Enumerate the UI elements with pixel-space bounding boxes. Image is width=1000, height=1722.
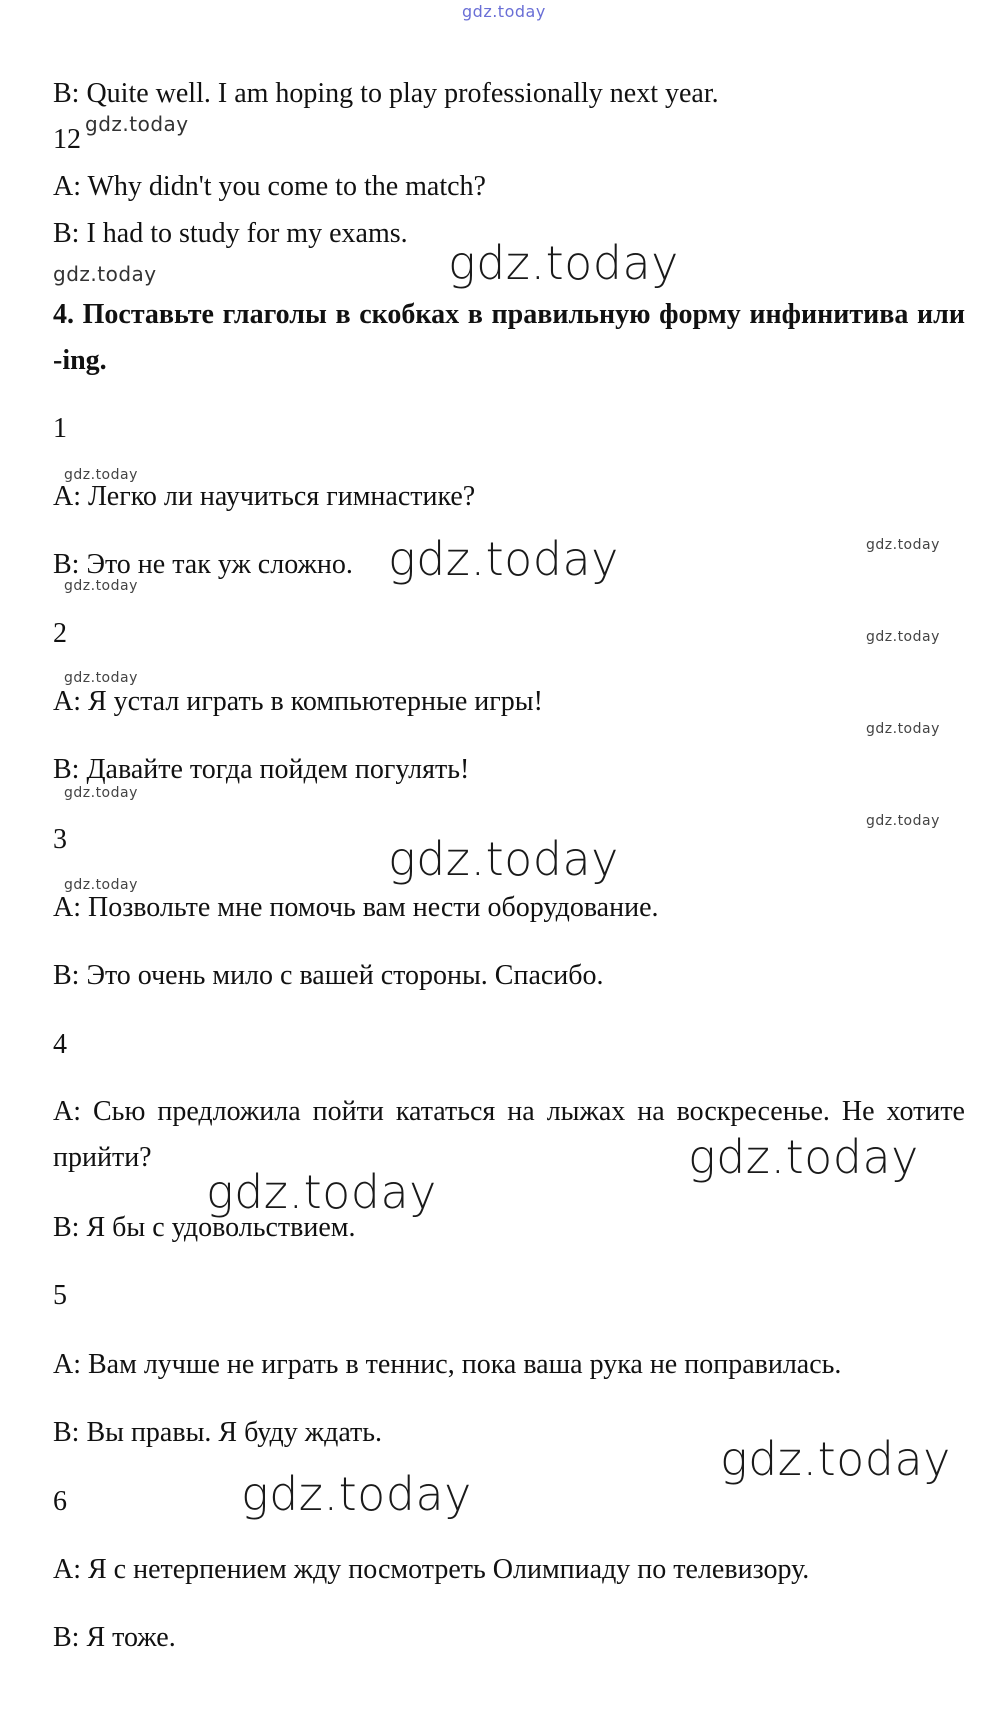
item-4-line-b: B: Я бы с удовольствием.: [53, 1212, 356, 1243]
item-1-line-b: B: Это не так уж сложно.: [53, 549, 353, 580]
line-b12: B: I had to study for my exams.: [53, 218, 408, 249]
item-number: 5: [53, 1280, 67, 1311]
line-b11: B: Quite well. I am hoping to play professionally next year.: [53, 78, 719, 109]
watermark: gdz.today: [688, 1130, 919, 1184]
watermark: gdz.today: [866, 813, 940, 829]
watermark: gdz.today: [64, 785, 138, 801]
watermark: gdz.today: [866, 721, 940, 737]
item-4-line-a: A: Сью предложила пойти кататься на лыжах на воскресенье. Не хотите прийти?: [53, 1096, 965, 1173]
task4-heading: 4. Поставьте глаголы в скобках в правильную форму инфинитива или -ing.: [53, 299, 965, 376]
item-number: 3: [53, 824, 67, 855]
item-number: 2: [53, 618, 67, 649]
watermark: gdz.today: [388, 532, 619, 586]
item-number: 1: [53, 413, 67, 444]
item-2-line-b: B: Давайте тогда пойдем погулять!: [53, 754, 470, 785]
item-number: 6: [53, 1486, 67, 1517]
item-1-line-a: A: Легко ли научиться гимнастике?: [53, 481, 476, 512]
watermark: gdz.today: [64, 877, 138, 893]
item-6-line-b: B: Я тоже.: [53, 1622, 176, 1653]
item-5-line-b: B: Вы правы. Я буду ждать.: [53, 1417, 383, 1448]
watermark: gdz.today: [448, 236, 679, 290]
item-5-line-a: A: Вам лучше не играть в теннис, пока ваша рука не поправилась.: [53, 1349, 842, 1380]
line-a12: A: Why didn't you come to the match?: [53, 171, 486, 202]
watermark: gdz.today: [53, 262, 157, 286]
watermark: gdz.today: [64, 670, 138, 686]
item-3-line-a: A: Позвольте мне помочь вам нести оборудование.: [53, 892, 659, 923]
item-2-line-a: A: Я устал играть в компьютерные игры!: [53, 686, 543, 717]
top-watermark: gdz.today: [462, 2, 546, 21]
watermark: gdz.today: [241, 1467, 472, 1521]
watermark: gdz.today: [866, 537, 940, 553]
item-number-12: 12: [53, 124, 81, 155]
item-number: 4: [53, 1029, 67, 1060]
watermark: gdz.today: [720, 1432, 951, 1486]
watermark: gdz.today: [85, 112, 189, 136]
watermark: gdz.today: [206, 1165, 437, 1219]
item-3-line-b: B: Это очень мило с вашей стороны. Спасибо.: [53, 960, 604, 991]
watermark: gdz.today: [64, 578, 138, 594]
watermark: gdz.today: [64, 467, 138, 483]
watermark: gdz.today: [866, 629, 940, 645]
item-6-line-a: A: Я с нетерпением жду посмотреть Олимпиаду по телевизору.: [53, 1554, 810, 1585]
watermark: gdz.today: [388, 832, 619, 886]
